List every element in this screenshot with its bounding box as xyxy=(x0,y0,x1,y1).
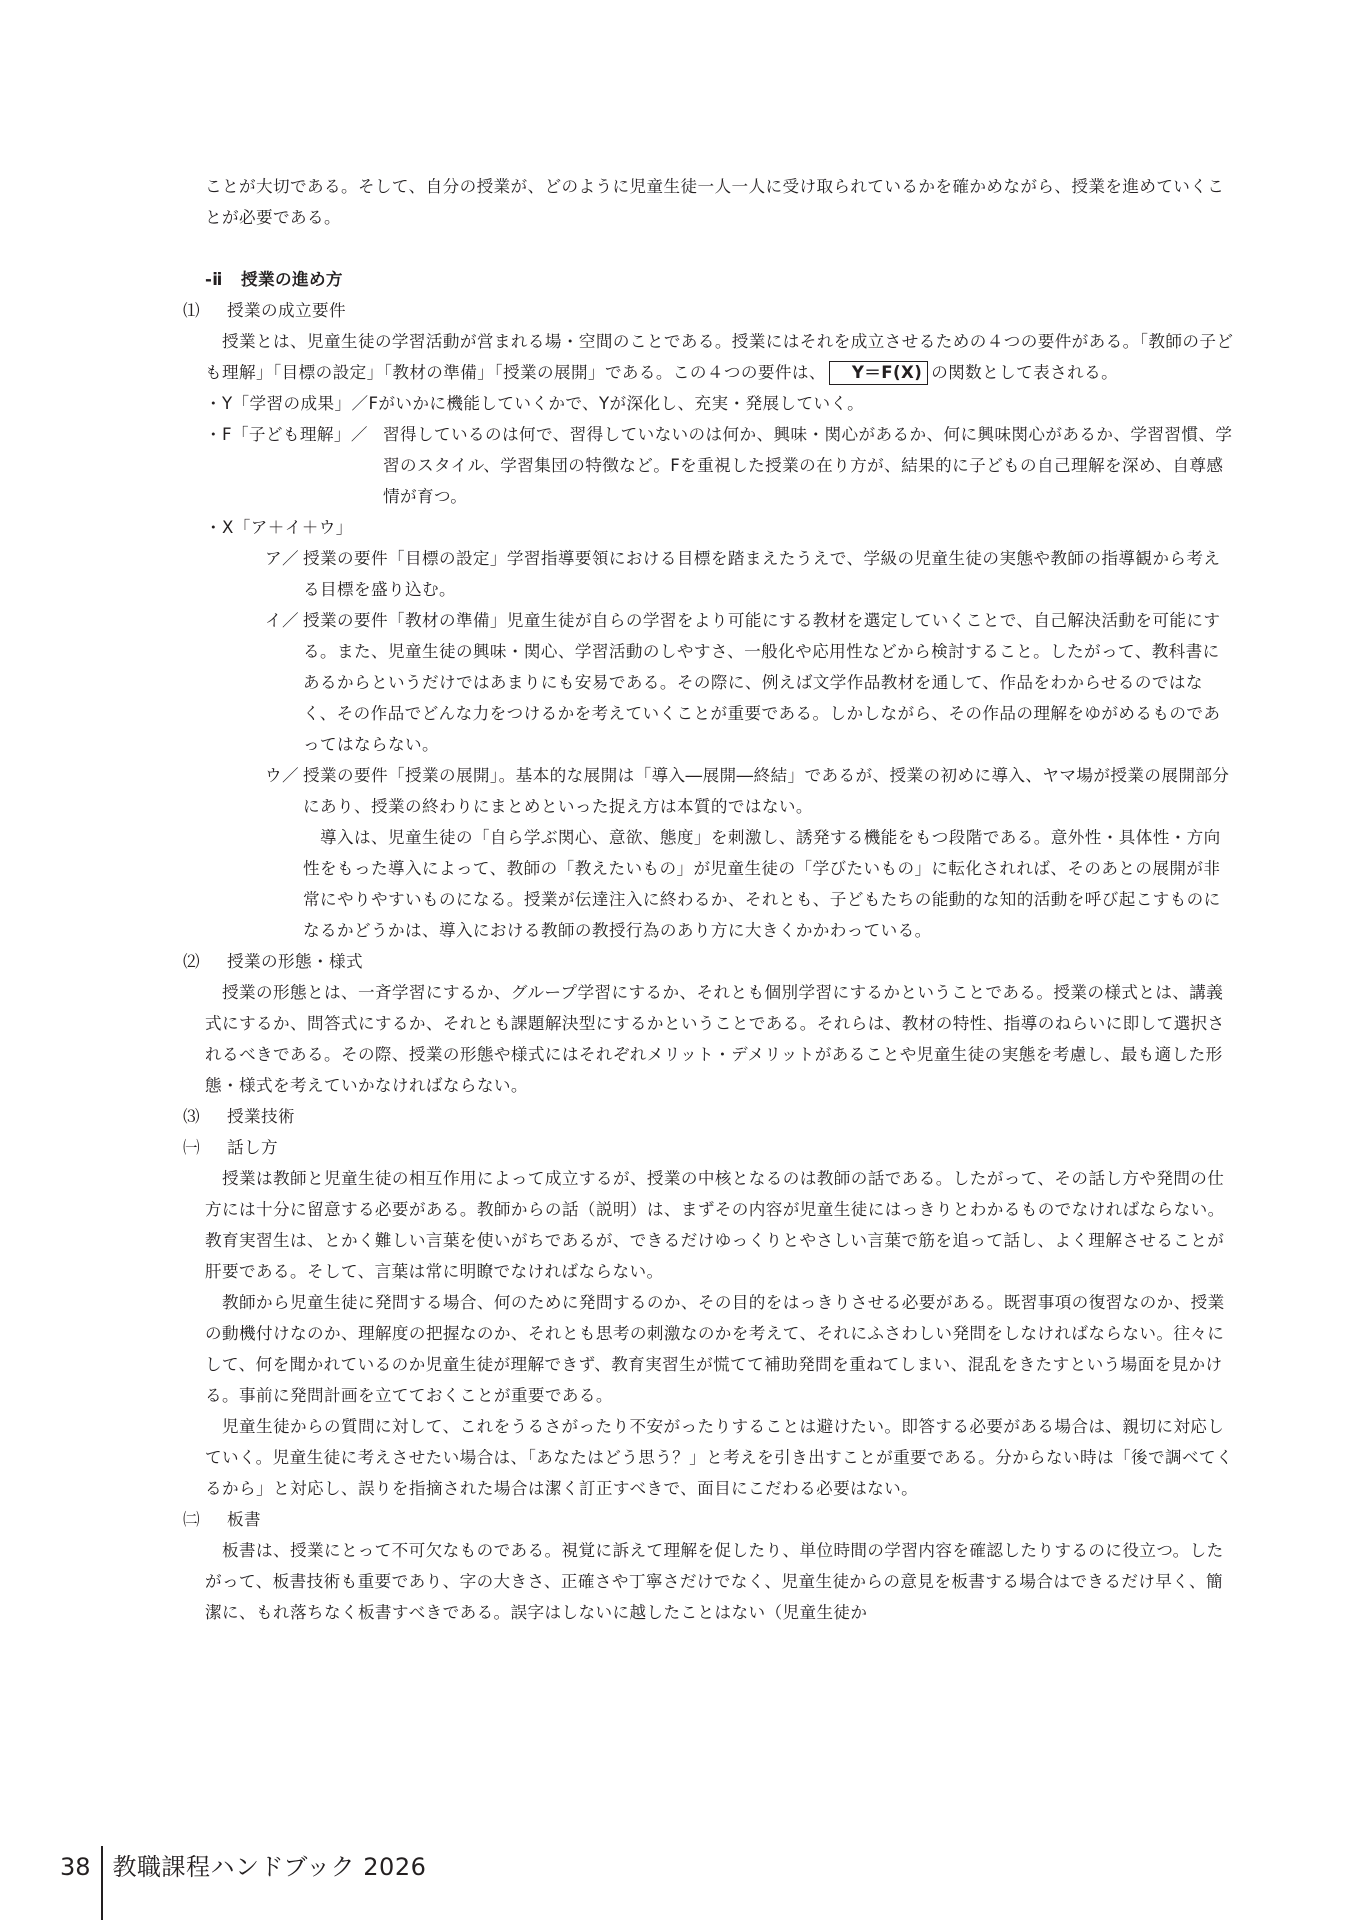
item-3-heading xyxy=(183,1101,1235,1132)
footer-divider xyxy=(101,1846,103,1920)
item-1-text-before: 授業とは、児童生徒の学習活動が営まれる場・空間のことである。授業にはそれを成立させるための４つの要件がある。「教師の子ども理解」「目標の設定」「教材の準備」「授業の展開」である。この４つの要件は、 xyxy=(205,332,1234,382)
sub-item-u-marker: ウ／ xyxy=(265,766,299,785)
page-body xyxy=(183,171,1235,1628)
sub-item-u-text: 授業の要件「授業の展開」。基本的な展開は「導入―展開―終結」であるが、授業の初めに導入、ヤマ場が授業の展開部分にあり、授業の終わりにまとめといった捉え方は本質的ではない。 xyxy=(303,766,1230,816)
sub-item-a-marker: ア／ xyxy=(265,549,299,568)
item-3-marker: ⑶ xyxy=(183,1107,200,1126)
item-2-title: 授業の形態・様式 xyxy=(227,952,363,971)
item-a-paragraph-2: 教師から児童生徒に発問する場合、何のために発問するのか、その目的をはっきりさせる必要がある。既習事項の復習なのか、授業の動機付けなのか、理解度の把握なのか、それとも思考の刺激なのかを考えて、それにふさわしい発問をしなければならない。往々にして、何を聞かれているのか児童生徒が理解できず、教育実習生が慌てて補助発問を重ねてしまい、混乱をきたすという場面を見かける。事前に発問計画を立てておくことが重要である。 xyxy=(205,1293,1225,1405)
item-1-title: 授業の成立要件 xyxy=(227,301,346,320)
sub-item-a xyxy=(183,543,1235,605)
book-title: 教職課程ハンドブック 2026 xyxy=(112,1853,427,1881)
spacer xyxy=(183,233,1235,264)
item-2-paragraph: 授業の形態とは、一斉学習にするか、グループ学習にするか、それとも個別学習にするかということである。授業の様式とは、講義式にするか、問答式にするか、それとも課題解決型にするかということである。それらは、教材の特性、指導のねらいに即して選択されるべきである。その際、授業の形態や様式にはそれぞれメリット・デメリットがあることや児童生徒の実態を考慮し、最も適した形態・様式を考えていかなければならない。 xyxy=(205,983,1225,1095)
item-b-title: 板書 xyxy=(227,1510,261,1529)
item-1-text-after: の関数として表される。 xyxy=(931,363,1119,382)
item-2-marker: ⑵ xyxy=(183,952,200,971)
page-footer xyxy=(60,1846,426,1920)
bullet-f-text: 習得しているのは何で、習得していないのは何か、興味・関心があるか、何に興味関心があるか、学習習慣、学習のスタイル、学習集団の特徴など。Fを重視した授業の在り方が、結果的に子どもの自己理解を深め、自尊感情が育つ。 xyxy=(383,425,1233,506)
item-1-paragraph xyxy=(183,326,1235,388)
section-title: 授業の進め方 xyxy=(240,270,343,289)
page-number: 38 xyxy=(60,1853,91,1881)
bullet-f xyxy=(183,419,1235,512)
sub-item-u-paragraph: 導入は、児童生徒の「自ら学ぶ関心、意欲、態度」を刺激し、誘発する機能をもつ段階である。意外性・具体性・方向性をもった導入によって、教師の「教えたいもの」が児童生徒の「学びたいもの」に転化されれば、そのあとの展開が非常にやりやすいものになる。授業が伝達注入に終わるか、それとも、子どもたちの能動的な知的活動を呼び起こすものになるかどうかは、導入における教師の教授行為のあり方に大きくかかわっている。 xyxy=(303,828,1221,940)
item-b-paragraph: 板書は、授業にとって不可欠なものである。視覚に訴えて理解を促したり、単位時間の学習内容を確認したりするのに役立つ。したがって、板書技術も重要であり、字の大きさ、正確さや丁寧さだけでなく、児童生徒からの意見を板書する場合はできるだけ早く、簡潔に、もれ落ちなく板書すべきである。誤字はしないに越したことはない（児童生徒か xyxy=(205,1541,1224,1622)
item-2-heading xyxy=(183,946,1235,977)
bullet-y-marker: ・Y「学習の成果」／ xyxy=(205,394,369,413)
formula-box: Y＝F(X) xyxy=(829,361,928,385)
sub-item-i xyxy=(183,605,1235,760)
item-a-marker: ㈠ xyxy=(183,1138,200,1157)
item-a-heading xyxy=(183,1132,1235,1163)
intro-paragraph: ことが大切である。そして、自分の授業が、どのように児童生徒一人一人に受け取られているかを確かめながら、授業を進めていくことが必要である。 xyxy=(205,177,1225,227)
item-3-title: 授業技術 xyxy=(227,1107,295,1126)
section-marker: -ⅱ xyxy=(205,270,223,289)
item-b-heading xyxy=(183,1504,1235,1535)
item-b-marker: ㈡ xyxy=(183,1510,200,1529)
section-heading xyxy=(183,264,1235,295)
bullet-f-marker: ・F「子ども理解」／ xyxy=(205,425,368,444)
bullet-y-text: Fがいかに機能していくかで、Yが深化し、充実・発展していく。 xyxy=(368,394,865,413)
sub-item-u xyxy=(183,760,1235,822)
sub-item-i-marker: イ／ xyxy=(265,611,299,630)
item-a-paragraph-1: 授業は教師と児童生徒の相互作用によって成立するが、授業の中核となるのは教師の話である。したがって、その話し方や発問の仕方には十分に留意する必要がある。教師からの話（説明）は、まずその内容が児童生徒にはっきりとわかるものでなければならない。教育実習生は、とかく難しい言葉を使いがちであるが、できるだけゆっくりとやさしい言葉で筋を追って話し、よく理解させることが肝要である。そして、言葉は常に明瞭でなければならない。 xyxy=(205,1169,1225,1281)
item-1-marker: ⑴ xyxy=(183,301,200,320)
item-1-heading xyxy=(183,295,1235,326)
item-a-paragraph-3: 児童生徒からの質問に対して、これをうるさがったり不安がったりすることは避けたい。即答する必要がある場合は、親切に対応していく。児童生徒に考えさせたい場合は、「あなたはどう思う？」と考えを引き出すことが重要である。分からない時は「後で調べてくるから」と対応し、誤りを指摘された場合は潔く訂正すべきで、面目にこだわる必要はない。 xyxy=(205,1417,1233,1498)
sub-item-i-text: 授業の要件「教材の準備」児童生徒が自らの学習をより可能にする教材を選定していくことで、自己解決活動を可能にする。また、児童生徒の興味・関心、学習活動のしやすさ、一般化や応用性などから検討すること。したがって、教科書にあるからというだけではあまりにも安易である。その際に、例えば文学作品教材を通して、作品をわからせるのではなく、その作品でどんな力をつけるかを考えていくことが重要である。しかしながら、その作品の理解をゆがめるものであってはならない。 xyxy=(303,611,1221,754)
item-a-title: 話し方 xyxy=(227,1138,278,1157)
bullet-x xyxy=(183,512,1235,543)
bullet-y xyxy=(183,388,1235,419)
bullet-x-marker: ・X「ア＋イ＋ウ」 xyxy=(205,518,353,537)
sub-item-a-text: 授業の要件「目標の設定」学習指導要領における目標を踏まえたうえで、学級の児童生徒の実態や教師の指導観から考える目標を盛り込む。 xyxy=(303,549,1221,599)
